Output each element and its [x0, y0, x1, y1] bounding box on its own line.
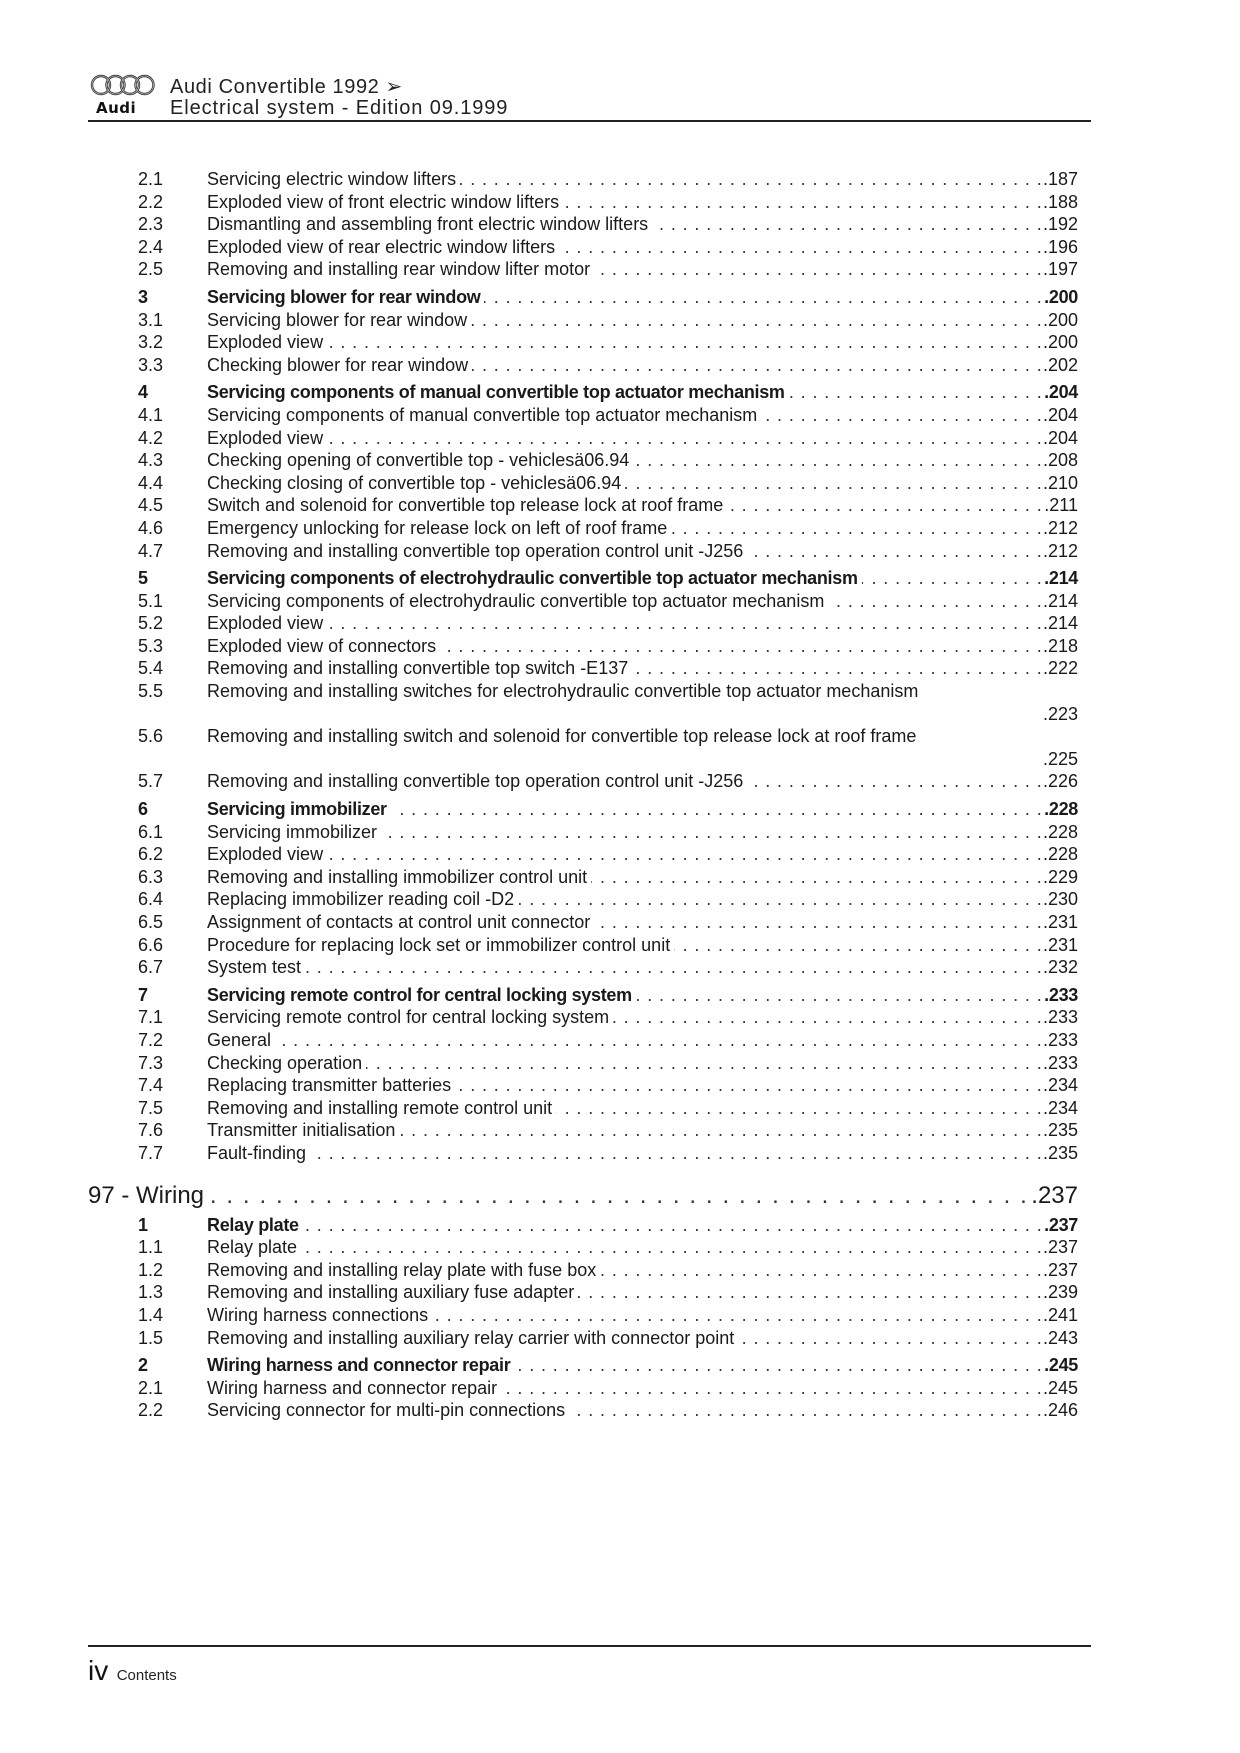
toc-entry-title[interactable]: Servicing components of manual convertible top actuator mechanism — [207, 405, 761, 425]
dot-leader — [88, 1179, 1078, 1212]
toc-entry-title[interactable]: Servicing immobilizer — [207, 799, 391, 819]
dot-leader — [207, 494, 1078, 517]
toc-entry-title[interactable]: Relay plate — [207, 1237, 301, 1257]
toc-entry-page[interactable]: .225 — [1042, 748, 1078, 769]
toc-entry[interactable] — [0, 1097, 1240, 1120]
toc-entry-number: 5.5 — [138, 681, 164, 702]
toc-entry-number: 1.2 — [138, 1259, 164, 1280]
dot-leader — [207, 381, 1078, 404]
toc-entry-title[interactable]: Removing and installing remote control unit — [207, 1098, 556, 1118]
header-divider — [88, 120, 1091, 122]
toc-entry-title[interactable]: Servicing components of manual convertible top actuator mechanism — [207, 382, 789, 402]
toc-entry[interactable] — [0, 956, 1240, 979]
toc-entry-title[interactable]: Wiring harness connections — [207, 1305, 432, 1325]
toc-entry-title[interactable]: Removing and installing switch and solenoid for convertible top release lock at roof frame — [207, 726, 917, 747]
toc-entry[interactable] — [0, 590, 1240, 613]
dot-leader — [207, 1399, 1078, 1422]
toc-entry-number: 6.1 — [138, 821, 164, 842]
toc-entry-title[interactable]: Checking closing of convertible top - vehiclesä06.94 — [207, 473, 625, 493]
toc-entry-page[interactable]: .230 — [1042, 889, 1078, 910]
dot-leader — [207, 331, 1078, 354]
toc-entry-title[interactable]: Servicing components of electrohydraulic convertible top actuator mechanism — [207, 591, 828, 611]
dot-leader — [207, 1214, 1078, 1237]
audi-logo — [90, 74, 156, 118]
toc-entry-number: 4.6 — [138, 517, 164, 538]
toc-entry-page[interactable]: .234 — [1042, 1075, 1078, 1096]
toc-entry-number: 7.1 — [138, 1007, 164, 1028]
toc-entry-title[interactable]: Replacing immobilizer reading coil -D2 — [207, 889, 518, 909]
dot-leader — [207, 1119, 1078, 1142]
toc-entry-number: 2.3 — [138, 214, 164, 235]
toc-entry-number: 7.2 — [138, 1029, 164, 1050]
toc-entry-title[interactable]: Exploded view — [207, 428, 327, 448]
dot-leader — [207, 427, 1078, 450]
toc-entry-number: 2.1 — [138, 1377, 164, 1398]
dot-leader — [207, 1074, 1078, 1097]
toc-entry[interactable] — [0, 258, 1240, 281]
toc-entry-title[interactable]: Procedure for replacing lock set or immobilizer control unit — [207, 935, 674, 955]
toc-entry[interactable] — [0, 821, 1240, 844]
toc-entry-page[interactable]: .204 — [1042, 427, 1078, 448]
toc-entry-title[interactable]: Checking blower for rear window — [207, 355, 472, 375]
toc-entry-number: 1.5 — [138, 1327, 164, 1348]
dot-leader — [207, 449, 1078, 472]
dot-leader — [207, 236, 1078, 259]
toc-entry-page[interactable]: .228 — [1042, 844, 1078, 865]
toc-entry[interactable] — [0, 612, 1240, 635]
toc-entry-page[interactable]: .204 — [1042, 404, 1078, 425]
toc-entry[interactable] — [0, 1119, 1240, 1142]
toc-entry[interactable] — [0, 1281, 1240, 1304]
toc-entry[interactable] — [0, 1236, 1240, 1259]
toc-entry[interactable] — [0, 1029, 1240, 1052]
toc-entry[interactable] — [0, 213, 1240, 236]
dot-leader — [207, 354, 1078, 377]
toc-entry-number: 1.3 — [138, 1282, 164, 1303]
dot-leader — [207, 1029, 1078, 1052]
dot-leader — [207, 168, 1078, 191]
toc-entry[interactable] — [0, 843, 1240, 866]
toc-entry-page[interactable]: .233 — [1042, 1052, 1078, 1073]
page-number: iv — [88, 1655, 109, 1686]
toc-entry-page[interactable]: .200 — [1042, 309, 1078, 330]
toc-entry-title[interactable]: Servicing connector for multi-pin connections — [207, 1400, 569, 1420]
toc-entry-number: 4.7 — [138, 540, 164, 561]
toc-entry-page[interactable]: .233 — [1042, 1029, 1078, 1050]
toc-entry-page[interactable]: .229 — [1042, 866, 1078, 887]
toc-entry-title[interactable]: Exploded view — [207, 844, 327, 864]
toc-entry-number: 7.7 — [138, 1142, 164, 1163]
toc-entry-title[interactable]: Dismantling and assembling front electric window lifters — [207, 214, 652, 234]
dot-leader — [207, 888, 1078, 911]
toc-entry-page[interactable]: .245 — [1042, 1377, 1078, 1398]
toc-entry-page[interactable]: .200 — [1044, 286, 1078, 307]
toc-entry-title[interactable]: Servicing remote control for central locking system — [207, 985, 636, 1005]
document-title: Audi Convertible 1992 ➢ — [170, 76, 403, 98]
toc-entry-title[interactable]: Servicing immobilizer — [207, 822, 381, 842]
toc-entry-title[interactable]: Exploded view — [207, 613, 327, 633]
toc-entry[interactable] — [0, 168, 1240, 191]
toc-entry-number: 3.1 — [138, 309, 164, 330]
toc-entry-page[interactable]: .226 — [1042, 771, 1078, 792]
toc-section-entry[interactable] — [0, 984, 1240, 1007]
toc-entry[interactable] — [0, 1006, 1240, 1029]
toc-entry-page[interactable]: .231 — [1042, 934, 1078, 955]
toc-entry[interactable] — [0, 236, 1240, 259]
toc-entry-number: 1.1 — [138, 1237, 164, 1258]
toc-entry-page[interactable]: .228 — [1042, 821, 1078, 842]
toc-entry-title[interactable]: 97 - Wiring — [88, 1182, 208, 1209]
toc-entry-number: 6.2 — [138, 844, 164, 865]
toc-entry-title[interactable]: Switch and solenoid for convertible top release lock at roof frame — [207, 495, 727, 515]
toc-entry-number: 5.2 — [138, 613, 164, 634]
toc-entry-page[interactable]: .243 — [1042, 1327, 1078, 1348]
dot-leader — [207, 1236, 1078, 1259]
toc-entry-number: 6 — [138, 799, 148, 820]
toc-entry-title[interactable]: Servicing components of electrohydraulic convertible top actuator mechanism — [207, 568, 862, 588]
dot-leader — [207, 1354, 1078, 1377]
toc-entry[interactable] — [0, 1327, 1240, 1350]
toc-entry[interactable] — [0, 427, 1240, 450]
toc-entry-page[interactable]: .237 — [1030, 1179, 1078, 1212]
toc-entry-title[interactable]: Servicing electric window lifters — [207, 169, 460, 189]
toc-entry-number: 6.4 — [138, 889, 164, 910]
toc-entry-page[interactable]: .237 — [1042, 1237, 1078, 1258]
toc-entry-title[interactable]: Exploded view — [207, 332, 327, 352]
toc-entry-page[interactable]: .246 — [1042, 1400, 1078, 1421]
toc-entry-title[interactable]: Servicing blower for rear window — [207, 287, 484, 307]
toc-entry[interactable] — [0, 1399, 1240, 1422]
toc-entry-page[interactable]: .245 — [1044, 1355, 1078, 1376]
toc-entry-title[interactable]: Removing and installing convertible top operation control unit -J256 — [207, 771, 747, 791]
toc-entry-number: 4.2 — [138, 427, 164, 448]
audi-four-rings-icon — [90, 74, 156, 96]
table-of-contents — [0, 168, 1240, 1422]
toc-entry-number: 5.4 — [138, 658, 164, 679]
toc-entry-title[interactable]: Wiring harness and connector repair — [207, 1378, 501, 1398]
toc-entry-number: 7.6 — [138, 1120, 164, 1141]
dot-leader — [207, 1006, 1078, 1029]
dot-leader — [207, 956, 1078, 979]
toc-entry-page[interactable]: .202 — [1042, 354, 1078, 375]
toc-entry[interactable] — [0, 770, 1240, 793]
toc-entry[interactable] — [0, 725, 1240, 770]
toc-entry-number: 7.3 — [138, 1052, 164, 1073]
toc-entry-title[interactable]: Removing and installing auxiliary relay carrier with connector point — [207, 1328, 738, 1348]
toc-entry-title[interactable]: Transmitter initialisation — [207, 1120, 399, 1140]
dot-leader — [207, 1259, 1078, 1282]
toc-entry[interactable] — [0, 494, 1240, 517]
dot-leader — [207, 286, 1078, 309]
toc-entry-title[interactable]: Removing and installing immobilizer control unit — [207, 867, 591, 887]
toc-section-entry[interactable] — [0, 1354, 1240, 1377]
dot-leader — [207, 404, 1078, 427]
toc-entry-number: 2.1 — [138, 169, 164, 189]
toc-entry-number: 3.2 — [138, 332, 164, 353]
toc-entry[interactable] — [0, 1377, 1240, 1400]
dot-leader — [207, 1281, 1078, 1304]
toc-entry[interactable] — [0, 1142, 1240, 1165]
toc-entry-number: 1.4 — [138, 1304, 164, 1325]
toc-entry-number: 5.7 — [138, 771, 164, 792]
toc-entry-title[interactable]: Checking operation — [207, 1053, 366, 1073]
toc-entry-number: 7.5 — [138, 1097, 164, 1118]
toc-entry-page[interactable]: .214 — [1042, 613, 1078, 634]
dot-leader — [207, 1052, 1078, 1075]
toc-entry-page[interactable]: .228 — [1044, 799, 1078, 820]
toc-entry-number: 2.4 — [138, 236, 164, 257]
toc-entry-number: 1 — [138, 1214, 148, 1235]
toc-entry-number: 7.4 — [138, 1075, 164, 1096]
page-footer — [88, 1655, 177, 1687]
toc-entry-number: 7 — [138, 984, 148, 1005]
dot-leader — [207, 540, 1078, 563]
toc-entry-page[interactable]: .222 — [1042, 658, 1078, 679]
toc-entry-page[interactable]: .233 — [1044, 984, 1078, 1005]
toc-entry-number: 2.5 — [138, 259, 164, 280]
toc-entry[interactable] — [0, 934, 1240, 957]
toc-entry[interactable] — [0, 866, 1240, 889]
toc-entry-page[interactable]: .218 — [1042, 635, 1078, 656]
toc-entry-title[interactable]: Replacing transmitter batteries — [207, 1075, 455, 1095]
dot-leader — [207, 612, 1078, 635]
dot-leader — [207, 770, 1078, 793]
toc-entry-title[interactable]: Exploded view of front electric window lifters — [207, 192, 563, 212]
toc-entry[interactable] — [0, 449, 1240, 472]
toc-entry[interactable] — [0, 1304, 1240, 1327]
toc-entry-title[interactable]: System test — [207, 957, 305, 977]
footer-divider — [88, 1645, 1091, 1647]
toc-entry-page[interactable]: .208 — [1042, 450, 1078, 471]
toc-entry-number: 2.2 — [138, 191, 164, 212]
dot-leader — [207, 590, 1078, 613]
toc-entry-page[interactable]: .200 — [1042, 332, 1078, 353]
toc-entry-title[interactable]: Removing and installing convertible top operation control unit -J256 — [207, 541, 747, 561]
toc-entry-title[interactable]: Assignment of contacts at control unit connector — [207, 912, 594, 932]
toc-entry-title[interactable]: Fault-finding — [207, 1143, 310, 1163]
toc-entry-page[interactable]: .241 — [1042, 1304, 1078, 1325]
dot-leader — [207, 1304, 1078, 1327]
footer-label: Contents — [116, 1667, 177, 1684]
dot-leader — [207, 843, 1078, 866]
dot-leader — [207, 1377, 1078, 1400]
toc-entry-page[interactable]: .237 — [1042, 1259, 1078, 1280]
toc-entry-page[interactable]: .233 — [1042, 1007, 1078, 1028]
toc-entry-title[interactable]: Removing and installing auxiliary fuse adapter — [207, 1282, 578, 1302]
document-subtitle: Electrical system - Edition 09.1999 — [170, 97, 509, 119]
toc-entry-page[interactable]: .187 — [1042, 169, 1078, 189]
toc-entry-title[interactable]: Removing and installing switches for electrohydraulic convertible top actuator mechanism — [207, 681, 919, 702]
toc-entry[interactable] — [0, 680, 1240, 725]
toc-entry[interactable] — [0, 635, 1240, 658]
toc-entry-title[interactable]: Exploded view of rear electric window lifters — [207, 237, 559, 257]
dot-leader — [207, 309, 1078, 332]
toc-section-entry[interactable] — [0, 286, 1240, 309]
toc-section-entry[interactable] — [0, 381, 1240, 404]
toc-entry-title[interactable]: Exploded view of connectors — [207, 636, 440, 656]
toc-entry-page[interactable]: .235 — [1042, 1142, 1078, 1163]
toc-entry-number: 2.2 — [138, 1400, 164, 1421]
toc-entry-page[interactable]: .231 — [1042, 912, 1078, 932]
toc-entry-page[interactable]: .188 — [1042, 191, 1078, 212]
toc-entry[interactable] — [0, 911, 1240, 934]
toc-entry[interactable] — [0, 404, 1240, 427]
toc-entry-page[interactable]: .196 — [1042, 236, 1078, 257]
toc-entry[interactable] — [0, 191, 1240, 214]
dot-leader — [207, 635, 1078, 658]
dot-leader — [207, 984, 1078, 1007]
toc-entry-page[interactable]: .237 — [1044, 1214, 1078, 1235]
toc-entry-number: 6.7 — [138, 957, 164, 978]
toc-entry[interactable] — [0, 517, 1240, 540]
toc-entry[interactable] — [0, 472, 1240, 495]
toc-chapter-entry[interactable] — [0, 1179, 1240, 1212]
toc-entry-page[interactable]: .212 — [1042, 517, 1078, 538]
toc-entry[interactable] — [0, 354, 1240, 377]
toc-section-entry[interactable] — [0, 1214, 1240, 1237]
toc-entry-number: 4.1 — [138, 404, 164, 425]
toc-entry[interactable] — [0, 540, 1240, 563]
toc-entry-title[interactable]: Servicing blower for rear window — [207, 310, 471, 330]
toc-section-entry[interactable] — [0, 798, 1240, 821]
toc-entry-title[interactable]: Servicing remote control for central locking system — [207, 1007, 613, 1027]
toc-entry-number: 6.5 — [138, 912, 164, 932]
toc-entry-title[interactable]: Wiring harness and connector repair — [207, 1355, 514, 1375]
toc-entry-title[interactable]: Emergency unlocking for release lock on left of roof frame — [207, 518, 671, 538]
dot-leader — [207, 517, 1078, 540]
toc-entry-page[interactable]: .212 — [1042, 540, 1078, 561]
toc-entry-number: 5.1 — [138, 590, 164, 611]
dot-leader — [207, 798, 1078, 821]
toc-entry-page[interactable]: .239 — [1042, 1282, 1078, 1303]
toc-entry[interactable] — [0, 1052, 1240, 1075]
dot-leader — [207, 1142, 1078, 1165]
toc-entry[interactable] — [0, 331, 1240, 354]
page-header — [88, 72, 1091, 122]
toc-entry-number: 3 — [138, 286, 148, 307]
dot-leader — [207, 472, 1078, 495]
toc-entry-page[interactable]: .223 — [1042, 703, 1078, 724]
toc-entry-title[interactable]: Relay plate — [207, 1215, 303, 1235]
toc-entry-page[interactable]: .192 — [1042, 214, 1078, 235]
dot-leader — [207, 934, 1078, 957]
toc-entry-title[interactable]: Removing and installing rear window lifter motor — [207, 259, 594, 279]
dot-leader — [207, 911, 1078, 934]
dot-leader — [207, 258, 1078, 281]
toc-entry[interactable] — [0, 657, 1240, 680]
toc-entry[interactable] — [0, 888, 1240, 911]
toc-entry[interactable] — [0, 309, 1240, 332]
toc-entry-number: 2 — [138, 1355, 148, 1376]
dot-leader — [207, 1097, 1078, 1120]
toc-entry-number: 4.3 — [138, 450, 164, 471]
toc-entry-title[interactable]: General — [207, 1030, 275, 1050]
toc-entry-number: 3.3 — [138, 354, 164, 375]
toc-entry-number: 5 — [138, 568, 148, 589]
toc-entry-title[interactable]: Removing and installing convertible top switch -E137 — [207, 658, 632, 678]
toc-section-entry[interactable] — [0, 567, 1240, 590]
dot-leader — [207, 191, 1078, 214]
toc-entry-page[interactable]: .197 — [1042, 259, 1078, 280]
toc-entry-number: 5.3 — [138, 635, 164, 656]
toc-entry-page[interactable]: .211 — [1044, 495, 1078, 516]
dot-leader — [207, 213, 1078, 236]
toc-entry-number: 4 — [138, 382, 148, 403]
dot-leader — [207, 567, 1078, 590]
toc-entry-number: 6.6 — [138, 934, 164, 955]
toc-entry-page[interactable]: .232 — [1042, 957, 1078, 978]
dot-leader — [207, 866, 1078, 889]
toc-entry-number: 4.4 — [138, 472, 164, 493]
toc-entry-page[interactable]: .214 — [1042, 590, 1078, 611]
toc-entry-number: 4.5 — [138, 495, 164, 516]
toc-entry-page[interactable]: .204 — [1044, 382, 1078, 403]
dot-leader — [207, 821, 1078, 844]
toc-entry-number: 6.3 — [138, 866, 164, 887]
toc-entry[interactable] — [0, 1074, 1240, 1097]
toc-entry-page[interactable]: .214 — [1044, 568, 1078, 589]
toc-entry-title[interactable]: Removing and installing relay plate with fuse box — [207, 1260, 600, 1280]
dot-leader — [207, 657, 1078, 680]
dot-leader — [207, 1327, 1078, 1350]
audi-wordmark: Audi — [96, 99, 137, 117]
toc-entry-page[interactable]: .235 — [1042, 1120, 1078, 1141]
toc-entry-title[interactable]: Checking opening of convertible top - vehiclesä06.94 — [207, 450, 633, 470]
toc-entry-page[interactable]: .234 — [1042, 1097, 1078, 1118]
toc-entry-number: 5.6 — [138, 726, 164, 747]
toc-entry[interactable] — [0, 1259, 1240, 1282]
toc-entry-page[interactable]: .210 — [1042, 472, 1078, 493]
